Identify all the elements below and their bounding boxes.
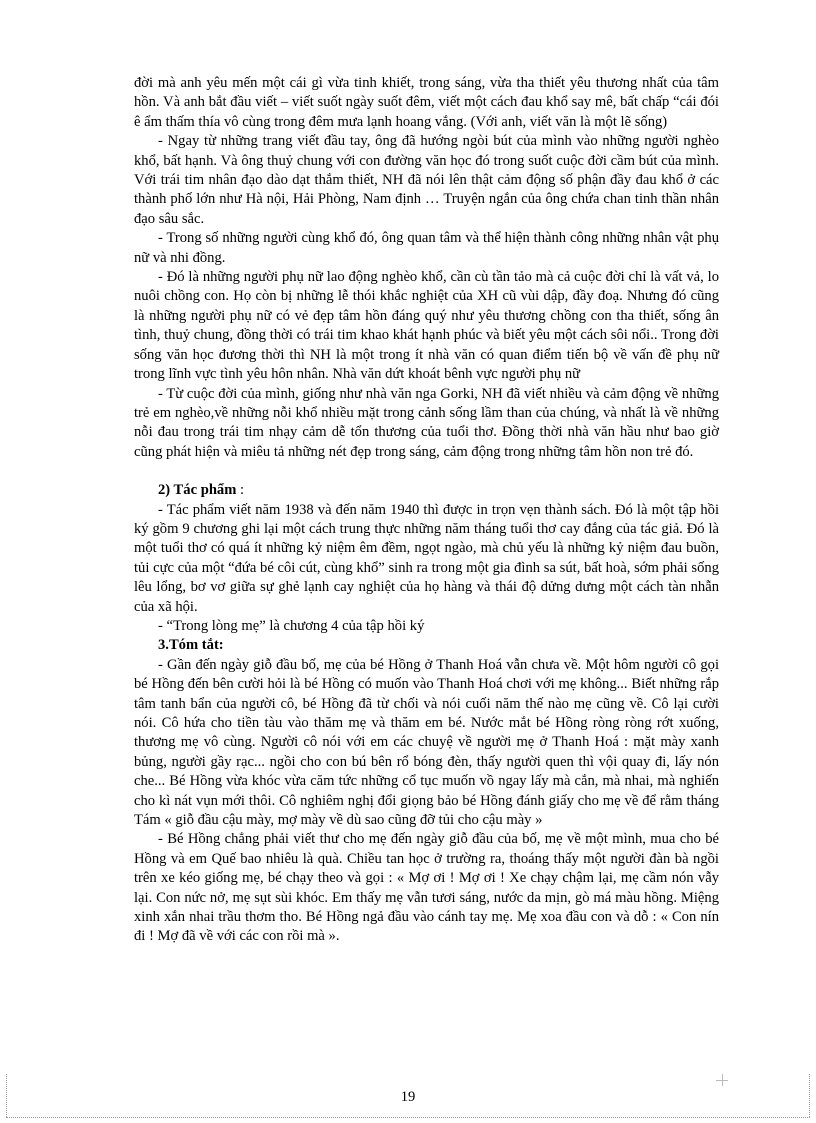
page-frame-right xyxy=(809,1074,810,1117)
page-frame-bottom xyxy=(6,1117,810,1118)
paragraph-work-chapter: - “Trong lòng mẹ” là chương 4 của tập hồi ký xyxy=(158,617,425,634)
section-heading-summary: 3.Tóm tắt: xyxy=(158,637,224,654)
page-frame-left xyxy=(6,1074,7,1117)
section-heading-work xyxy=(134,481,719,500)
paragraph-summary-aunt: - Gần đến ngày giỗ đầu bố, mẹ của bé Hồng ở Thanh Hoá vẫn chưa về. Một hôm người cô gọi bé Hồng đến bên cười hỏi là bé Hồng có muốn vào Thanh Hoá chơi với mẹ không... Biết những rắp tâm tanh bẩn của người cô, bé Hồng đã từ chối và nói cuối năm thế nào mẹ cũng về. Cô lại cười nói. Cô hứa cho tiền tàu vào thăm mẹ và thăm em bé. Nước mắt bé Hồng ròng ròng rớt xuống, thương mẹ vô cùng. Người cô nói với em các chuyệ về người mẹ ở Thanh Hoá : mặt mày xanh bủng, người gầy rạc... ngồi cho con bú bên rổ bóng đèn, thấy người quen thì vội quay đi, lấy nón che... Bé Hồng vừa khóc vừa căm tức những cổ tục muốn vồ ngay lấy mà cắn, mà nhai, mà nghiến cho kì nát vụn mới thôi. Cô nghiêm nghị đổi giọng bảo bé Hồng đánh giấy cho mẹ về để rằm tháng Tám « giỗ đầu cậu mày, mợ mày về dù sao cũng đỡ tủi cho cậu mày » xyxy=(134,656,719,829)
paragraph-children: - Từ cuộc đời của mình, giống như nhà văn nga Gorki, NH đã viết nhiều và cảm động về những trẻ em nghèo,về những nỗi khổ nhiều mặt trong cảnh sống lầm than của chúng, và nhất là về những nỗi đau trong trái tim nhạy cảm dễ tổn thương của tuổi thơ. Đồng thời nhà văn hầu như bao giờ cũng phát hiện và miêu tả những nét đẹp trong sáng, cảm động trong những tâm hồn non trẻ đó. xyxy=(134,385,719,460)
paragraph-women: - Đó là những người phụ nữ lao động nghèo khổ, cần cù tần tảo mà cả cuộc đời chỉ là vất vả, lo nuôi chồng con. Họ còn bị những lễ thói khắc nghiệt của XH cũ vùi dập, đầy đoạ. Nhưng đó cũng là những người phụ nữ có vẻ đẹp tâm hồn đáng quý như yêu thương chồng con tha thiết, sống ân tình, thuỷ chung, đồng thời có trái tim khao khát hạnh phúc và biết yêu một cách sôi nổi.. Trong đời sống văn học đương thời thì NH là một trong ít nhà văn có quan điểm tiến bộ về vấn đề phụ nữ trong lĩnh vực tình yêu hôn nhân. Nhà văn dứt khoát bênh vực người phụ nữ xyxy=(134,269,719,383)
paragraph-work-description: - Tác phẩm viết năm 1938 và đến năm 1940 thì được in trọn vẹn thành sách. Đó là một tập hồi ký gồm 9 chương ghi lại một cách trung thực những năm tháng tuổi thơ cay đắng của tác giả. Đó là một tuổi thơ có quá ít những kỷ niệm êm đềm, ngọt ngào, mà chủ yếu là những kỷ niệm đau buồn, tủi cực của một “đứa bé côi cút, cùng khổ” sinh ra trong một gia đình sa sút, bất hoà, sớm phải sống lêu lổng, bơ vơ giữa sự ghẻ lạnh cay nghiệt của họ hàng và thái độ dửng dưng một cách tàn nhẫn của xã hội. xyxy=(134,501,719,615)
paragraph-intro: đời mà anh yêu mến một cái gì vừa tinh khiết, trong sáng, vừa tha thiết yêu thương nhất của tâm hồn. Và anh bắt đầu viết – viết suốt ngày suốt đêm, viết một cách đau khổ say mê, bất chấp “cái đói ê ẩm thấm thía vô cùng trong đêm mưa lạnh hoang vắng. (Với anh, viết văn là một lẽ sống) xyxy=(134,75,719,130)
paragraph-pen-direction: - Ngay từ những trang viết đầu tay, ông đã hướng ngòi bút của mình vào những người nghèo khổ, bất hạnh. Và ông thuỷ chung với con đường văn học đó trong suốt cuộc đời cầm bút của mình. Với trái tim nhân đạo dào dạt thắm thiết, NH đã nói lên thật cảm động số phận đầy đau khổ ở các thành phố lớn như Hà nội, Hải Phòng, Nam định … Truyện ngắn của ông chứa chan tinh thần nhân đạo sâu sắc. xyxy=(134,133,719,227)
section-heading-work-text: 2) Tác phẩm xyxy=(158,482,237,499)
paragraph-summary-mother: - Bé Hồng chẳng phải viết thư cho mẹ đến ngày giỗ đầu của bố, mẹ về một mình, mua cho bé Hồng và em Quế bao nhiêu là quà. Chiều tan học ở trường ra, thoáng thấy một người đàn bà ngồi trên xe kéo giống mẹ, bé chạy theo và gọi : « Mợ ơi ! Mợ ơi ! Xe chạy chậm lại, mẹ cầm nón vẫy lại. Con nức nở, mẹ sụt sùi khóc. Em thấy mẹ vẫn tươi sáng, nước da mịn, gò má màu hồng. Miệng xinh xắn nhai trầu thơm tho. Bé Hồng ngả đầu vào cánh tay mẹ. Mẹ xoa đầu con và dỗ : « Con nín đi ! Mợ đã về với các con rồi mà ». xyxy=(134,831,719,945)
page-number: 19 xyxy=(400,1089,416,1105)
crop-mark-icon xyxy=(716,1074,728,1086)
paragraph-characters: - Trong số những người cùng khổ đó, ông quan tâm và thể hiện thành công những nhân vật phụ nữ và nhi đồng. xyxy=(134,230,719,266)
section-heading-work-suffix: : xyxy=(236,482,245,499)
page-content xyxy=(134,74,719,947)
